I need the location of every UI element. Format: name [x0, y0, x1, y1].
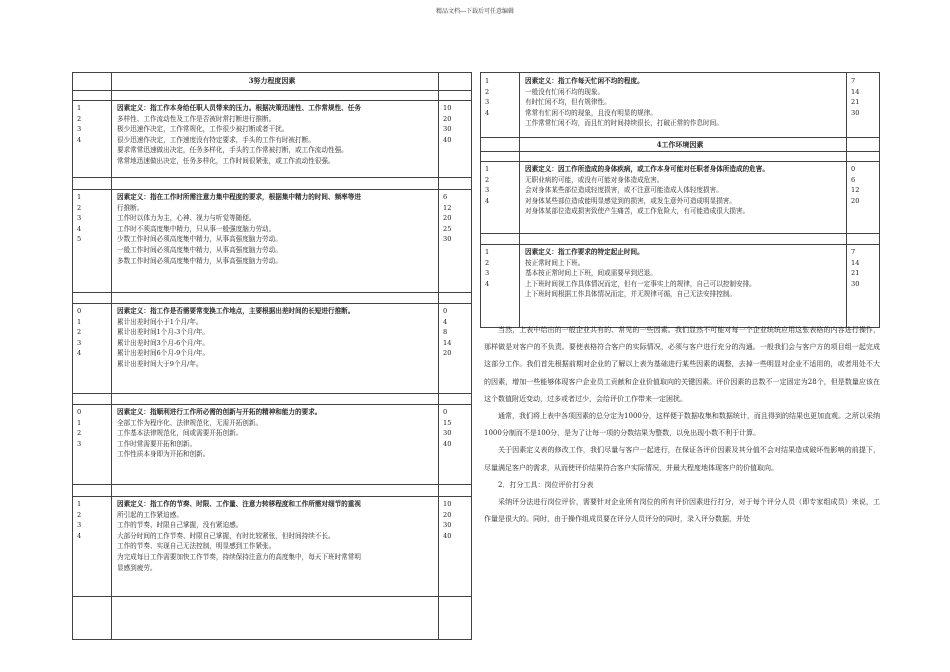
description-column: [117, 306, 435, 370]
level-number: 2: [77, 510, 82, 519]
score-column: [443, 306, 451, 359]
level-number: 4: [77, 531, 82, 540]
level-number: 2: [77, 429, 82, 438]
score-value: 15: [443, 418, 452, 427]
level-description: 极少迅速作决定，工作常规化，工作很少被打断或者干扰。: [117, 125, 289, 134]
level-number: 1: [485, 248, 490, 256]
paragraph: 采纳评分法进行岗位评价，需要针对企业所有岗位的所有评价因素进行打分，对于每个评分人员（即专家组成员）来说，工作量是很大的。同时，由于操作组成员要在评分人员评分的同时，录入评分数据，并处: [484, 498, 880, 524]
score-value: 21: [851, 98, 860, 107]
level-number: 4: [485, 279, 490, 288]
level-number: 4: [77, 224, 82, 233]
level-number: 4: [77, 349, 82, 358]
level-number: 4: [77, 135, 82, 144]
level-number: 2: [77, 328, 82, 337]
description-column: [117, 407, 435, 460]
level-description: 工作基本法律规范化，间或需要开拓创新。: [117, 429, 243, 438]
level-column: [485, 247, 489, 289]
score-value: 6: [443, 193, 448, 201]
level-description: 少数工作时间必须高度集中精力，从事高强度脑力劳动。: [117, 235, 282, 244]
level-description: 累计出差时间6个月-9个月/年。: [117, 349, 209, 358]
level-number: 3: [485, 269, 490, 278]
level-column: [77, 306, 81, 359]
description-column: [117, 103, 435, 167]
level-column: [77, 499, 81, 541]
score-value: 10: [443, 500, 452, 508]
score-value: 30: [443, 521, 452, 530]
page-header-note: 精品文档---下载后可任意编辑: [435, 8, 515, 15]
score-value: 4: [443, 317, 448, 326]
description-column: [525, 76, 843, 129]
score-column: [851, 247, 859, 289]
level-number: 5: [77, 235, 82, 244]
description-column: [117, 192, 435, 266]
score-value: 10: [443, 104, 452, 112]
score-value: 30: [851, 279, 860, 288]
level-description: 常常有忙闲不均的现象，且没有明显的规律。: [525, 108, 657, 117]
level-number: 1: [485, 165, 490, 173]
level-description: 上下班时间根据工作具体情况而定，并无规律可循，自己无法安排控制。: [525, 290, 736, 299]
score-value: 0: [443, 307, 448, 315]
level-description: 累计出差时间大于9个月/年。: [117, 359, 203, 368]
level-description: 基本按正常时间上下班，间或需要早到迟退。: [525, 269, 657, 278]
level-number: 1: [77, 418, 82, 427]
level-description: 会对身体某些部位造成轻度损害，或不注意可能造成人体轻度损害。: [525, 186, 723, 195]
factor-definition: 因素定义：指顺利进行工作所必需的创新与开拓的精神和能力的要求。: [117, 408, 322, 416]
score-column: [443, 407, 451, 449]
level-number: 1: [77, 500, 82, 508]
score-value: 14: [851, 87, 860, 96]
right-factors-table: [480, 72, 880, 328]
level-description: 累计出差时间3个月-6个月/年。: [117, 338, 209, 347]
level-number: 3: [77, 214, 82, 223]
score-value: 20: [443, 114, 452, 123]
description-column: [525, 164, 843, 217]
level-description: 全部工作为程序化、法律规范化，无需开拓创新。: [117, 418, 263, 427]
level-description: 无职业病的可能，或没有可能对身体造成危害。: [525, 175, 664, 184]
description-column: [525, 247, 843, 300]
score-column: [851, 76, 859, 118]
score-value: 12: [851, 186, 860, 195]
score-value: 7: [851, 77, 856, 85]
score-value: 12: [443, 203, 452, 212]
level-number: 2: [77, 114, 82, 123]
level-number: 3: [77, 521, 82, 530]
level-number: 3: [77, 338, 82, 347]
paragraph-heading: 2．打分工具：岗位评价打分表: [498, 480, 594, 489]
level-number: 2: [485, 258, 490, 267]
level-number: 3: [77, 125, 82, 134]
score-value: 30: [443, 235, 452, 244]
level-description: 累计出差时间1个月-3个月/年。: [117, 328, 209, 337]
score-value: 6: [851, 175, 856, 184]
level-number: 2: [485, 175, 490, 184]
level-number: 0: [77, 408, 82, 416]
level-description: 常常地迅速做出决定，任务多样化，工作时间很紧张，或工作流动性很强。: [117, 156, 335, 165]
level-number: 4: [485, 108, 490, 117]
level-description: 对身体某些部位造成能明显感觉到的损害，或发生意外可造成明显损害。: [525, 196, 736, 205]
score-value: 8: [443, 328, 448, 337]
level-description: 行推断。: [117, 203, 144, 212]
score-value: 14: [443, 338, 452, 347]
level-description: 有时忙闲不均，但有规律性。: [525, 98, 611, 107]
level-description: 一般工作时间必须高度集中精力，从事高强度脑力劳动。: [117, 245, 282, 254]
paragraph: 通常，我们将上表中各项因素的总分定为1000分，这样便于数据收集和数据统计，而且得到的结果也更加直观。之所以采纳1000分制而不是100分，是为了让每一项的分数结果为整数，以免出现小数不利于计算。: [484, 412, 880, 438]
level-number: 1: [77, 193, 82, 201]
score-value: 30: [443, 429, 452, 438]
level-number: 4: [485, 196, 490, 205]
level-number: 1: [485, 77, 490, 85]
level-column: [77, 192, 81, 245]
score-value: 0: [851, 165, 856, 173]
factor-definition: 因素定义：指工作是否需要常变换工作地点，主要根据出差时间的长短进行推断。: [117, 307, 355, 315]
level-description: 多数工作时间必须高度集中精力，从事高强度脑力劳动。: [117, 256, 282, 265]
level-description: 很少迅速作决定，工作速度没有特定要求，手头的工作有时被打断。: [117, 135, 315, 144]
factor-definition: 因素定义：指工作的节奏、时限、工作量、注意力转移程度和工作所需对细节的重视: [117, 500, 361, 508]
score-value: 0: [443, 408, 448, 416]
paragraph: 当然，上表中给出的一般企业共有的、常见的一些因素。我们显然不可能对每一个企业统统应用这张表格的内容进行操作，那样做是对客户的不负责。要使表格符合客户的实际情况，必须与客户进行充分的沟通。一般我们会与客户方的项目组一起完成这部分工作。我们首先根据前期对企业的了解以上表为基础进行某些因素的调整，去掉一些明显对企业不适用的，或者用处不大的因素，增加一些能够体现客户企业员工贡献和企业价值取向的关键因素。评价因素的总数不一定固定为28个，但是数量应该在这个数值附近变动，过多或者过少，会给评价工作带来一定困扰。: [484, 326, 880, 403]
factor-definition: 因素定义：指在工作时所需注意力集中程度的要求，根据集中精力的时间、频率等进: [117, 193, 361, 201]
level-description: 工作时以体力为主，心神、视力与听觉等随便。: [117, 214, 256, 223]
body-text: [484, 322, 880, 528]
score-value: 21: [851, 269, 860, 278]
level-description: 一般没有忙闲不均的现象。: [525, 87, 605, 96]
factor-definition: 因素定义：指工作每天忙闲不均的程度。: [525, 77, 644, 85]
score-value: 40: [443, 135, 452, 144]
factor-definition: 因素定义：指工作要求的特定起止时间。: [525, 248, 644, 256]
level-description: 为完成每日工作需要加快工作节奏，持续保持注意力的高度集中，每天下班时常常明: [117, 552, 361, 561]
score-value: 20: [443, 510, 452, 519]
level-number: 3: [485, 186, 490, 195]
score-column: [443, 499, 451, 541]
level-description: 工作性质本身即为开拓和创新。: [117, 450, 210, 459]
level-column: [77, 103, 81, 145]
level-description: 工作常常忙闲不均，而且忙的时间持续很长，打破正常的作息时间。: [525, 119, 723, 128]
factor-definition: 因素定义：指工作本身给任职人员带来的压力。根据决策迅速性、工作常规性、任务: [117, 104, 361, 112]
level-column: [77, 407, 81, 449]
level-description: 对身体某部位造成损害致使产生痛苦，或工作危险大，有可能造成很大损害。: [525, 207, 750, 216]
level-number: 3: [485, 98, 490, 107]
score-value: 30: [851, 108, 860, 117]
level-description: 工作时常需要开拓和创新。: [117, 439, 197, 448]
level-number: 1: [77, 104, 82, 112]
level-number: 0: [77, 307, 82, 315]
level-number: 3: [77, 439, 82, 448]
score-column: [443, 103, 451, 145]
level-column: [485, 164, 489, 206]
score-value: 7: [851, 248, 856, 256]
level-description: 按正常时间上下班。: [525, 258, 585, 267]
level-description: 所引起的工作紧迫感。: [117, 510, 183, 519]
level-description: 工作时不须高度集中精力，只从事一般强度脑力劳动。: [117, 224, 276, 233]
score-value: 20: [851, 196, 860, 205]
level-description: 工作的节奏、时限自己掌握，没有紧迫感。: [117, 521, 243, 530]
score-value: 40: [443, 531, 452, 540]
score-value: 14: [851, 258, 860, 267]
section-title-effort: 3努力程度因素: [248, 76, 296, 85]
section-title-environment: 4工作环境因素: [656, 140, 704, 149]
level-description: 多样性、工作流动性及工作是否被时常打断进行推断。: [117, 114, 276, 123]
level-description: 工作的节奏、实现自己无法控制，明显感到工作紧张。: [117, 542, 276, 551]
level-description: 上下班时间视工作具体情况而定，但有一定事实上的规律，自己可以控制安排。: [525, 279, 756, 288]
level-description: 显感到疲劳。: [117, 563, 157, 572]
score-value: 20: [443, 349, 452, 358]
score-column: [443, 192, 451, 245]
level-description: 要求常常迅速做出决定，任务多样化，手头的工作常被打断，或工作流动性强。: [117, 146, 348, 155]
score-value: 20: [443, 214, 452, 223]
score-value: 30: [443, 125, 452, 134]
level-number: 1: [77, 317, 82, 326]
score-value: 25: [443, 224, 452, 233]
paragraph: 关于因素定义表的修改工作，我们尽量与客户一起进行，在保证各评价因素及其分值不会对结果造成破坏性影响的前提下，尽量满足客户的需求，从而使评价结果符合客户实际情况，并最大程度地体现客户的价值取向。: [484, 446, 880, 472]
factor-definition: 因素定义：因工作所造成的身体疾病，或工作本身可能对任职者身体所造成的危害。: [525, 165, 769, 173]
level-column: [485, 76, 489, 118]
level-description: 累计出差时间小于1个月/年。: [117, 317, 203, 326]
left-effort-table: [72, 72, 472, 640]
level-number: 2: [77, 203, 82, 212]
description-column: [117, 499, 435, 573]
score-column: [851, 164, 859, 206]
score-value: 40: [443, 439, 452, 448]
level-number: 2: [485, 87, 490, 96]
level-description: 大部分时间的工作节奏、时限自己掌握，有时比较紧张，但时间持续不长。: [117, 531, 335, 540]
